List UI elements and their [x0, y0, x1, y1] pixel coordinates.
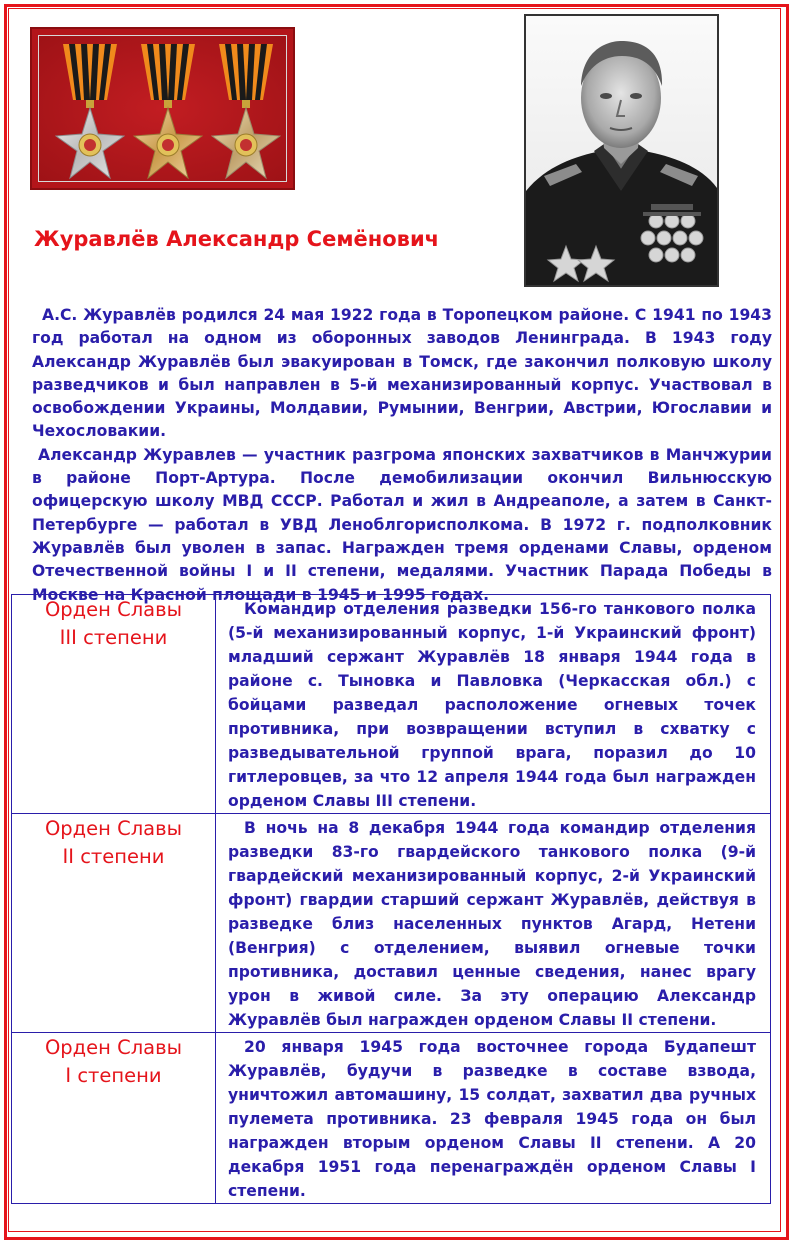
award-description-cell — [216, 814, 771, 1033]
portrait-photo-icon — [526, 16, 717, 285]
award-degree-line: II степени — [62, 845, 165, 868]
award-description: Командир отделения разведки 156-го танкового полка (5-й механизированный корпус, 1-й Украинский фронт) младший сержант Журавлёв 18 января 1944 года в районе с. Тыновка и Павловка (Черкасская обл.) с бойцами разведал расположение огневых точек противника, при возвращении вступил в схватку с разведывательной группой врага, поразил до 10 гитлеровцев, за что 12 апреля 1944 года был награжден орденом Славы III степени. — [228, 600, 756, 810]
biography — [32, 304, 772, 607]
order-of-glory-medal-icon — [211, 42, 281, 187]
award-name-cell — [12, 595, 216, 814]
award-name-line: Орден Славы — [44, 1036, 183, 1059]
order-of-glory-medal-icon — [133, 42, 203, 187]
award-description: 20 января 1945 года восточнее города Будапешт Журавлёв, будучи в разведке в составе взвода, уничтожил автомашину, 15 солдат, захватил два ручных пулемета противника. 23 февраля 1945 года он был награжден вторым орденом Славы II степени. А 20 декабря 1951 года перенаграждён орденом Славы I степени. — [228, 1038, 756, 1200]
award-name-line: Орден Славы — [44, 598, 183, 621]
award-name-line: Орден Славы — [44, 817, 183, 840]
portrait-photo — [524, 14, 719, 287]
bio-paragraph: А.С. Журавлёв родился 24 мая 1922 года в Торопецком районе. С 1941 по 1943 год работал на одном из оборонных заводов Ленинграда. В 1943 году Александр Журавлёв был эвакуирован в Томск, где закончил полковую школу разведчиков и был направлен в 5-й механизированный корпус. Участвовал в освобождении Украины, Молдавии, Румынии, Венгрии, Австрии, Югославии и Чехословакии. — [32, 306, 772, 441]
award-name-cell — [12, 814, 216, 1033]
award-name-cell — [12, 1033, 216, 1204]
awards-table — [11, 594, 771, 1204]
bio-paragraph: Александр Журавлев — участник разгрома японских захватчиков в Манчжурии в районе Порт-Артура. После демобилизации окончил Вильнюсскую офицерскую школу МВД СССР. Работал и жил в Андреаполе, а затем в Санкт-Петербурге — работал в УВД Леноблгорисполкома. В 1972 г. подполковник Журавлёв был уволен в запас. Награжден тремя орденами Славы, орденом Отечественной войны I и II степени, медалями. Участник Парада Победы в Москве на Красной площади в 1945 и 1995 годах. — [32, 445, 772, 604]
award-degree-line: I степени — [65, 1064, 162, 1087]
table-row — [12, 1033, 771, 1204]
order-of-glory-medal-icon — [55, 42, 125, 187]
award-degree-line: III степени — [59, 626, 168, 649]
table-row — [12, 595, 771, 814]
award-description-cell — [216, 595, 771, 814]
person-name: Журавлёв Александр Семёнович — [34, 227, 440, 251]
award-description: В ночь на 8 декабря 1944 года командир отделения разведки 83-го гвардейского танкового полка (9-й гвардейский механизированный корпус, 2-й Украинский фронт) гвардии старший сержант Журавлёв, действуя в разведке близ населенных пунктов Агард, Нетени (Венгрия) с отделением, выявил огневые точки противника, доставил ценные сведения, нанес врагу урон в живой силе. За эту операцию Александр Журавлёв был награжден орденом Славы II степени. — [228, 819, 756, 1029]
table-row — [12, 814, 771, 1033]
medals-image — [30, 27, 295, 190]
award-description-cell — [216, 1033, 771, 1204]
